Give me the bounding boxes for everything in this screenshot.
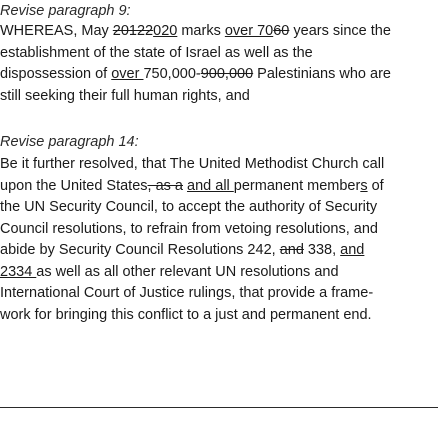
paragraph-9-line-2: establishment of the state of Israel as well as the <box>0 44 313 61</box>
text-run: as well as all other relevant UN resolutions and <box>36 263 339 280</box>
paragraph-14-line-7: International Court of Justice rulings, that provide a frame- <box>0 285 374 301</box>
paragraph-9-line-1 <box>0 21 444 43</box>
document-body <box>0 2 444 326</box>
paragraph-14-line-3: the UN Security Council, to accept the authority of Security <box>0 199 378 215</box>
paragraph-9-line-3 <box>0 64 444 86</box>
paragraph-14-line-4: Council resolutions, to refrain from vetoing resolutions, and <box>0 220 378 237</box>
deleted-text: 20122 <box>112 23 154 39</box>
deleted-text: 60 <box>273 23 290 39</box>
inserted-text: over <box>111 66 144 82</box>
text-run: WHEREAS, May <box>0 23 113 39</box>
inserted-text: 2334 <box>0 263 37 280</box>
text-run: abide by Security Council Resolutions 242, <box>0 242 280 258</box>
deleted-text: , as a <box>147 177 183 194</box>
paragraph-9-text <box>0 21 444 107</box>
inserted-text: and <box>340 242 365 258</box>
text-run: dispossession of <box>0 66 112 82</box>
text-run: marks <box>177 23 225 39</box>
paragraph-14-line-2 <box>0 176 444 198</box>
paragraph-14-line-8: work for bringing this conflict to a just and permanent end. <box>0 306 372 323</box>
paragraph-9-line-4: still seeking their full human rights, and <box>0 87 250 104</box>
text-run: Palestinians who are <box>253 66 391 82</box>
deleted-text: and <box>279 242 304 258</box>
text-run: permanent member <box>233 177 361 194</box>
text-run: of <box>367 177 384 194</box>
inserted-text: over 70 <box>224 23 274 39</box>
text-run: 750,000- <box>143 66 201 82</box>
text-run: years since the <box>289 23 391 39</box>
inserted-text: s <box>360 177 368 194</box>
paragraph-14-revision <box>0 133 444 326</box>
text-run: upon the United States <box>0 177 148 194</box>
paragraph-14-line-1: Be it further resolved, that The United Methodist Church call <box>0 156 385 172</box>
deleted-text: 900,000 <box>200 66 254 82</box>
horizontal-divider <box>0 407 438 408</box>
paragraph-9-revision <box>0 2 444 107</box>
paragraph-14-line-5 <box>0 240 444 262</box>
paragraph-14-text <box>0 154 444 326</box>
paragraph-14-line-6 <box>0 262 444 284</box>
inserted-text: 020 <box>153 23 178 39</box>
text-run: 338, <box>303 242 341 258</box>
inserted-text: and all <box>187 177 234 194</box>
paragraph-9-heading: Revise paragraph 9: <box>0 3 131 19</box>
paragraph-14-heading: Revise paragraph 14: <box>0 134 139 150</box>
